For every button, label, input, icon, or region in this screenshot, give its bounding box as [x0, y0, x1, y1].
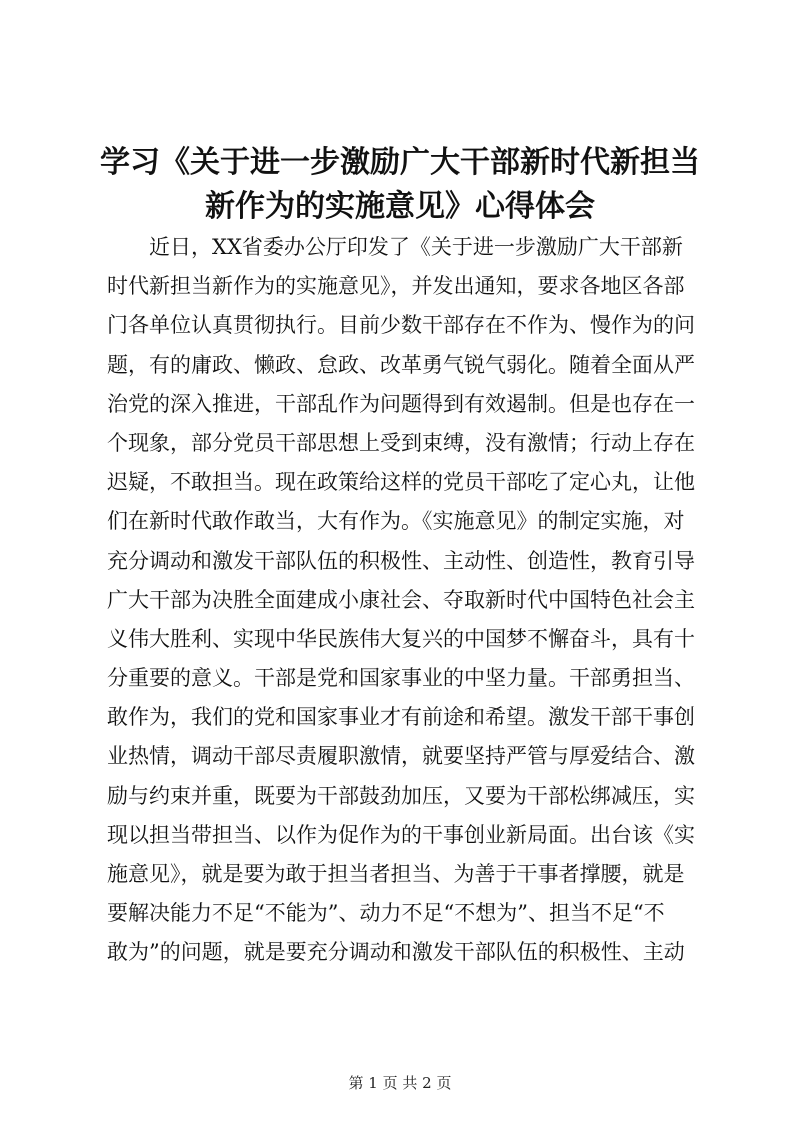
document-title-line-1: 学习《关于进一步激励广大干部新时代新担当 [100, 145, 700, 180]
body-line: 题，有的庸政、懒政、怠政、改革勇气锐气弱化。随着全面从严 [107, 352, 695, 377]
body-line: 近日，XX省委办公厅印发了《关于进一步激励广大干部新 [107, 235, 683, 259]
body-line: 敢作为，我们的党和国家事业才有前途和希望。激发干部干事创 [107, 705, 695, 730]
body-line: 门各单位认真贯彻执行。目前少数干部存在不作为、慢作为的问 [107, 313, 695, 338]
page-footer: 第 1 页 共 2 页 [348, 1074, 452, 1092]
body-line: 充分调动和激发干部队伍的积极性、主动性、创造性，教育引导 [107, 548, 695, 573]
body-line: 励与约束并重，既要为干部鼓劲加压，又要为干部松绑减压，实 [107, 783, 695, 808]
body-line: 敢为”的问题，就是要充分调动和激发干部队伍的积极性、主动 [107, 940, 685, 965]
body-line: 义伟大胜利、实现中华民族伟大复兴的中国梦不懈奋斗，具有十 [107, 626, 695, 651]
body-line: 广大干部为决胜全面建成小康社会、夺取新时代中国特色社会主 [107, 587, 695, 612]
document-body [107, 228, 707, 973]
body-line: 要解决能力不足“不能为”、动力不足“不想为”、担当不足“不 [107, 901, 665, 926]
document-title-line-2: 新作为的实施意见》心得体会 [205, 189, 595, 224]
body-line: 业热情，调动干部尽责履职激情，就要坚持严管与厚爱结合、激 [107, 744, 695, 769]
body-line: 时代新担当新作为的实施意见》，并发出通知，要求各地区各部 [107, 274, 685, 299]
body-line: 施意见》，就是要为敢于担当者担当、为善于干事者撑腰，就是 [107, 862, 685, 886]
body-line: 们在新时代敢作敢当，大有作为。《实施意见》的制定实施，对 [107, 509, 685, 534]
body-line: 分重要的意义。干部是党和国家事业的中坚力量。干部勇担当、 [107, 666, 695, 691]
body-line: 迟疑，不敢担当。现在政策给这样的党员干部吃了定心丸，让他 [107, 470, 695, 495]
body-line: 个现象，部分党员干部思想上受到束缚，没有激情；行动上存在 [107, 430, 695, 455]
body-line: 现以担当带担当、以作为促作为的干事创业新局面。出台该《实 [107, 822, 695, 847]
body-line: 治党的深入推进，干部乱作为问题得到有效遏制。但是也存在一 [107, 391, 695, 416]
